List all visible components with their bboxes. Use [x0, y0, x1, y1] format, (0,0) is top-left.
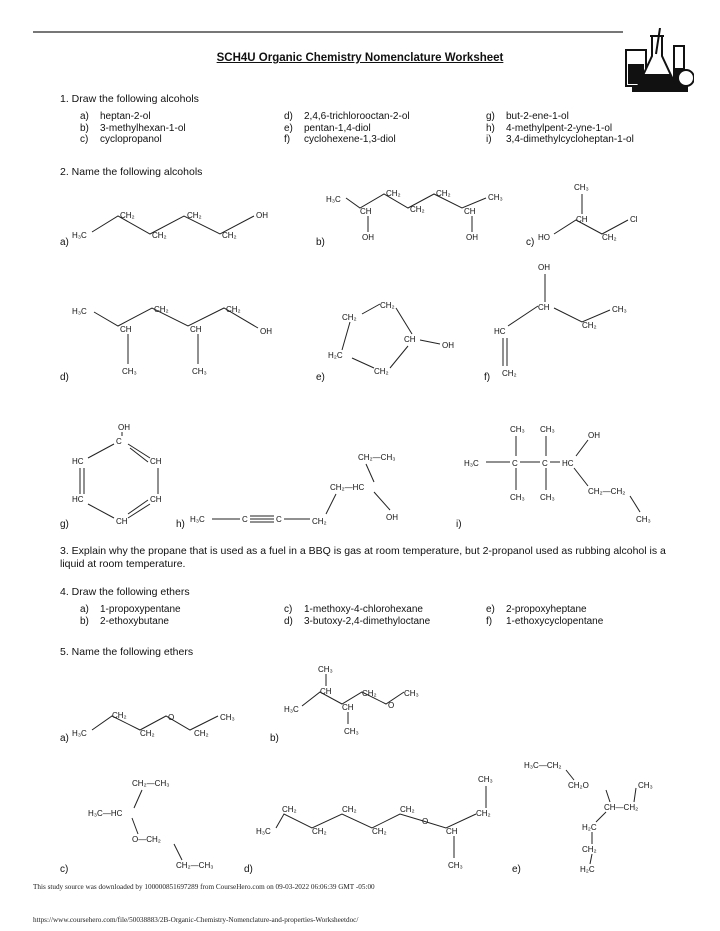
svg-text:CH₂—CH₃: CH₂—CH₃: [358, 453, 396, 462]
q3-text: 3. Explain why the propane that is used as a fuel in a BBQ is gas at room temperature, but 2-propanol used as rubbing alcohol is a liquid at room temperature.: [60, 545, 666, 570]
svg-text:CH₂: CH₂: [152, 231, 167, 240]
q5-label-d: d): [244, 864, 253, 875]
svg-text:CH₂: CH₂: [410, 205, 425, 214]
q4-item-text: 1-ethoxycyclopentane: [506, 615, 604, 627]
q2-label-f: f): [484, 372, 491, 383]
svg-text:CH₃: CH₃: [344, 727, 359, 736]
q2-structure-h: [190, 446, 460, 530]
svg-text:O: O: [422, 817, 429, 826]
q5-structure-e: [524, 754, 674, 874]
svg-text:CH₂: CH₂: [380, 301, 395, 310]
q4-item-text: 2-ethoxybutane: [100, 615, 169, 627]
q5-structure-a: [72, 706, 252, 742]
svg-text:CH₂: CH₂: [476, 809, 491, 818]
svg-text:CH₃: CH₃: [636, 515, 651, 524]
q1-item-text: 4-methylpent-2-yne-1-ol: [506, 122, 613, 134]
q1-item-text: 2,4,6-trichlorooctan-2-ol: [304, 111, 410, 122]
svg-text:CH₂: CH₂: [222, 231, 237, 240]
q2-structure-c: [538, 182, 658, 248]
svg-text:H₃C: H₃C: [72, 231, 87, 240]
q2-label-g: g): [60, 519, 69, 530]
svg-text:CH₂: CH₂: [374, 367, 389, 376]
svg-text:CH₃: CH₃: [192, 367, 207, 376]
q5-label-a: a): [60, 733, 69, 744]
svg-text:HC: HC: [72, 495, 84, 504]
q4-item-letter: d): [284, 615, 293, 627]
svg-text:CH₃: CH₃: [448, 861, 463, 870]
q1-item-text: heptan-2-ol: [100, 111, 151, 122]
svg-text:O: O: [168, 713, 175, 722]
svg-text:CH₂: CH₂: [602, 233, 617, 242]
q5-label-e: e): [512, 864, 521, 875]
svg-text:CH₃: CH₃: [488, 193, 503, 202]
svg-text:CH₂: CH₂: [187, 211, 202, 220]
svg-text:H₃C: H₃C: [464, 459, 479, 468]
svg-text:H₃C: H₃C: [256, 827, 271, 836]
svg-text:OH: OH: [362, 233, 374, 242]
svg-text:C: C: [242, 515, 248, 524]
svg-text:H₂C: H₂C: [580, 865, 595, 874]
svg-text:CH₂: CH₂: [154, 305, 169, 314]
svg-text:CH₂—CH₃: CH₂—CH₃: [132, 779, 170, 788]
q4-item-letter: f): [486, 615, 493, 627]
svg-text:CH₂: CH₂: [386, 189, 401, 198]
svg-text:CH₂: CH₂: [312, 827, 327, 836]
q2-structure-a: [72, 208, 282, 248]
q1-heading: 1. Draw the following alcohols: [60, 93, 199, 105]
q2-label-a: a): [60, 237, 69, 248]
svg-text:H₂C: H₂C: [328, 351, 343, 360]
svg-text:O: O: [388, 701, 395, 710]
svg-text:OH: OH: [588, 431, 600, 440]
svg-text:CH₂: CH₂: [194, 729, 209, 738]
q5-structure-d: [256, 768, 506, 872]
svg-text:CH₂: CH₂: [140, 729, 155, 738]
svg-text:H₃C—HC: H₃C—HC: [88, 809, 123, 818]
q5-label-c: c): [60, 864, 69, 875]
svg-text:CH₂: CH₂: [372, 827, 387, 836]
q2-label-h: h): [176, 519, 185, 530]
q1-item-text: 3-methylhexan-1-ol: [100, 122, 186, 134]
q4-heading: 4. Draw the following ethers: [60, 586, 190, 598]
svg-text:H₃C: H₃C: [72, 729, 87, 738]
svg-text:CH₂: CH₂: [400, 805, 415, 814]
svg-text:OH: OH: [256, 211, 268, 220]
svg-text:OH: OH: [442, 341, 454, 350]
svg-text:CH: CH: [342, 703, 354, 712]
svg-text:CH: CH: [150, 457, 162, 466]
svg-text:CH₃: CH₃: [220, 713, 235, 722]
q1-item-text: pentan-1,4-diol: [304, 122, 371, 134]
svg-text:OH: OH: [538, 263, 550, 272]
q4-item-letter: e): [486, 604, 495, 615]
svg-text:OH: OH: [118, 423, 130, 432]
svg-text:OH: OH: [386, 513, 398, 522]
q2-label-d: d): [60, 372, 69, 383]
svg-text:CH: CH: [576, 215, 588, 224]
svg-text:CH: CH: [116, 517, 128, 526]
download-source-note: This study source was downloaded by 100000851697289 from CourseHero.com on 09-03-2022 06:06:39 GMT -05:00: [33, 883, 375, 891]
svg-text:CH: CH: [538, 303, 550, 312]
q2-label-c: c): [526, 237, 535, 248]
svg-text:Cl: Cl: [630, 215, 638, 224]
q2-heading: 2. Name the following alcohols: [60, 166, 203, 178]
svg-text:CH₂: CH₂: [226, 305, 241, 314]
svg-text:CH₃: CH₃: [540, 493, 555, 502]
svg-text:C: C: [542, 459, 548, 468]
q2-structure-g: [72, 420, 182, 530]
svg-text:CH₂: CH₂: [282, 805, 297, 814]
svg-text:H₃C: H₃C: [72, 307, 87, 316]
q1-item-letter: a): [80, 111, 89, 122]
q4-item-letter: b): [80, 615, 89, 627]
q1-item-letter: h): [486, 122, 495, 134]
svg-text:CH₂: CH₂: [342, 313, 357, 322]
svg-text:CH: CH: [320, 687, 332, 696]
q1-item-text: cyclohexene-1,3-diol: [304, 134, 396, 145]
q1-item-text: but-2-ene-1-ol: [506, 111, 569, 122]
q2-label-b: b): [316, 237, 325, 248]
q4-item-letter: c): [284, 604, 293, 615]
svg-text:CH₃: CH₃: [612, 305, 627, 314]
q1-item-letter: e): [284, 122, 293, 134]
svg-text:CH₃: CH₃: [638, 781, 653, 790]
svg-text:C: C: [512, 459, 518, 468]
q1-item-letter: c): [80, 134, 89, 145]
q4-item-text: 2-propoxyheptane: [506, 604, 587, 615]
svg-text:CH₃: CH₃: [122, 367, 137, 376]
svg-text:CH₃: CH₃: [574, 183, 589, 192]
svg-text:CH₃: CH₃: [510, 493, 525, 502]
page-title: SCH4U Organic Chemistry Nomenclature Worksheet: [216, 52, 504, 64]
q1-item-letter: f): [284, 134, 291, 145]
q1-item-text: cyclopropanol: [100, 134, 162, 145]
svg-text:CH₂: CH₂: [502, 369, 517, 378]
q1-item-letter: b): [80, 122, 89, 134]
svg-text:CH₂: CH₂: [112, 711, 127, 720]
svg-text:CH₂: CH₂: [120, 211, 135, 220]
q2-label-e: e): [316, 372, 325, 383]
svg-text:CH₂—CH₃: CH₂—CH₃: [176, 861, 214, 870]
svg-text:HC: HC: [562, 459, 574, 468]
svg-text:CH₂—CH₂: CH₂—CH₂: [588, 487, 626, 496]
q2-structure-b: [326, 188, 526, 248]
svg-text:CH: CH: [360, 207, 372, 216]
svg-text:CH—CH₂: CH—CH₂: [604, 803, 639, 812]
svg-text:O—CH₂: O—CH₂: [132, 835, 161, 844]
svg-text:OH: OH: [260, 327, 272, 336]
svg-text:HC: HC: [494, 327, 506, 336]
svg-text:CH₂: CH₂: [362, 689, 377, 698]
svg-text:CH: CH: [446, 827, 458, 836]
svg-text:CH: CH: [120, 325, 132, 334]
q2-structure-f: [494, 260, 644, 378]
svg-text:CH: CH: [404, 335, 416, 344]
svg-text:CH₂O: CH₂O: [568, 781, 589, 790]
q1-item-letter: d): [284, 111, 293, 122]
source-url[interactable]: https://www.coursehero.com/file/50038883/2B-Organic-Chemistry-Nomenclature-and-properties-Worksheetdoc/: [33, 916, 359, 924]
svg-text:CH₂: CH₂: [582, 845, 597, 854]
q5-label-b: b): [270, 733, 279, 744]
q4-item-letter: a): [80, 604, 89, 615]
svg-text:CH: CH: [150, 495, 162, 504]
q4-item-text: 1-propoxypentane: [100, 604, 181, 615]
svg-text:CH₂: CH₂: [312, 517, 327, 526]
svg-text:CH: CH: [464, 207, 476, 216]
svg-text:CH₃: CH₃: [318, 665, 333, 674]
svg-text:H₃C: H₃C: [284, 705, 299, 714]
svg-text:CH₂—HC: CH₂—HC: [330, 483, 365, 492]
svg-text:CH₂: CH₂: [342, 805, 357, 814]
svg-text:CH: CH: [190, 325, 202, 334]
svg-text:H₂C: H₂C: [582, 823, 597, 832]
q2-label-i: i): [456, 519, 462, 530]
q5-structure-c: [88, 776, 238, 872]
svg-text:C: C: [276, 515, 282, 524]
q1-item-letter: g): [486, 111, 495, 122]
svg-text:H₃C: H₃C: [190, 515, 205, 524]
q2-structure-e: [328, 298, 468, 378]
svg-text:HO: HO: [538, 233, 550, 242]
header-rule: [33, 31, 623, 33]
q5-heading: 5. Name the following ethers: [60, 646, 194, 658]
q2-structure-i: [464, 420, 664, 530]
svg-text:CH₃: CH₃: [510, 425, 525, 434]
q1-item-text: 3,4-dimethylcycloheptan-1-ol: [506, 134, 634, 145]
svg-text:CH₂: CH₂: [582, 321, 597, 330]
q2-structure-d: [72, 302, 292, 380]
svg-text:C: C: [116, 437, 122, 446]
svg-text:H₃C: H₃C: [326, 195, 341, 204]
svg-text:CH₂: CH₂: [436, 189, 451, 198]
svg-text:OH: OH: [466, 233, 478, 242]
q5-structure-b: [284, 662, 444, 742]
svg-text:H₃C—CH₂: H₃C—CH₂: [524, 761, 562, 770]
q1-item-letter: i): [486, 134, 492, 145]
svg-text:HC: HC: [72, 457, 84, 466]
q4-item-text: 3-butoxy-2,4-dimethyloctane: [304, 615, 431, 627]
svg-text:CH₃: CH₃: [478, 775, 493, 784]
q4-item-text: 1-methoxy-4-chlorohexane: [304, 604, 423, 615]
svg-text:CH₃: CH₃: [404, 689, 419, 698]
svg-text:CH₃: CH₃: [540, 425, 555, 434]
